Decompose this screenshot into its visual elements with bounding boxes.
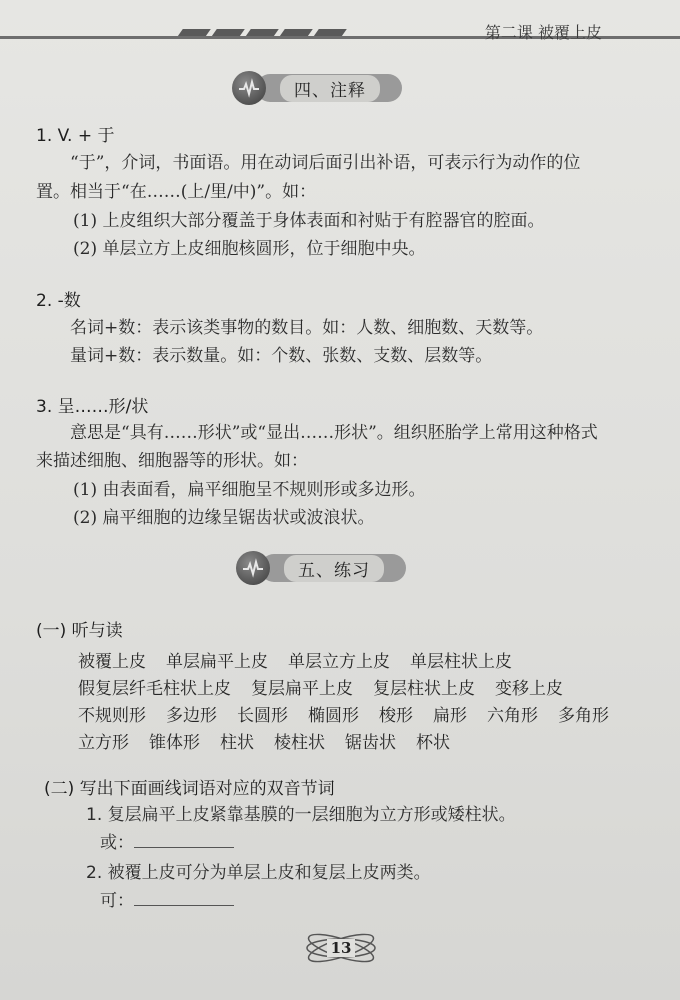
heartbeat-icon	[236, 551, 270, 585]
vocab-word: 被覆上皮	[78, 652, 146, 672]
note-2-line: 量词+数：表示数量。如：个数、张数、支数、层数等。	[70, 346, 493, 366]
note-3-heading: 3. 呈……形/状	[36, 397, 149, 417]
answer-line	[100, 832, 234, 854]
exercise-2-question: 1. 复层扁平上皮紧靠基膜的一层细胞为立方形或矮柱状。	[86, 805, 516, 825]
note-1-example: (2) 单层立方上皮细胞核圆形，位于细胞中央。	[73, 239, 426, 259]
note-1-line: 置。相当于“在……(上/里/中)”。如：	[36, 182, 317, 202]
exercise-2-question: 2. 被覆上皮可分为单层上皮和复层上皮两类。	[86, 863, 431, 883]
page-number-badge	[301, 928, 381, 968]
vocab-word: 杯状	[416, 733, 450, 753]
vocab-word: 单层立方上皮	[288, 652, 390, 672]
answer-blank[interactable]	[134, 891, 234, 906]
vocab-word: 柱状	[220, 733, 254, 753]
vocab-word: 锯齿状	[345, 733, 396, 753]
section-title-notes: 四、注释	[280, 75, 380, 102]
exercise-2-heading: (二) 写出下面画线词语对应的双音节词	[44, 779, 335, 799]
note-3-example: (1) 由表面看，扁平细胞呈不规则形或多边形。	[73, 480, 426, 500]
vocab-word: 复层扁平上皮	[251, 679, 353, 699]
section-title-exercises: 五、练习	[284, 555, 384, 582]
note-3-line: 意思是“具有……形状”或“显出……形状”。组织胚胎学上常用这种格式	[70, 423, 598, 443]
page-number: 13	[327, 939, 356, 957]
word-row	[78, 674, 583, 699]
vocab-word: 梭形	[379, 706, 413, 726]
section-banner-exercises	[236, 551, 406, 585]
chapter-title: 第二课 被覆上皮	[484, 23, 602, 42]
section-banner-notes	[232, 71, 402, 105]
vocab-word: 不规则形	[78, 706, 146, 726]
vocab-word: 复层柱状上皮	[373, 679, 475, 699]
answer-prefix: 或：	[100, 833, 134, 853]
word-row	[78, 728, 470, 753]
note-1-line: “于”，介词，书面语。用在动词后面引出补语，可表示行为动作的位	[70, 153, 581, 173]
answer-blank[interactable]	[134, 833, 234, 848]
vocab-word: 多边形	[166, 706, 217, 726]
note-3-example: (2) 扁平细胞的边缘呈锯齿状或波浪状。	[73, 508, 375, 528]
vocab-word: 假复层纤毛柱状上皮	[78, 679, 231, 699]
vocab-word: 扁形	[433, 706, 467, 726]
vocab-word: 多角形	[558, 706, 609, 726]
vocab-word: 长圆形	[237, 706, 288, 726]
vocab-word: 立方形	[78, 733, 129, 753]
vocab-word: 锥体形	[149, 733, 200, 753]
answer-line	[100, 890, 234, 912]
vocab-word: 六角形	[487, 706, 538, 726]
note-2-line: 名词+数：表示该类事物的数目。如：人数、细胞数、天数等。	[70, 318, 544, 338]
note-1-example: (1) 上皮组织大部分覆盖于身体表面和衬贴于有腔器官的腔面。	[73, 211, 545, 231]
heartbeat-icon	[232, 71, 266, 105]
note-2-heading: 2. -数	[36, 291, 81, 311]
note-3-line: 来描述细胞、细胞器等的形状。如：	[36, 451, 308, 471]
word-row	[78, 701, 629, 726]
note-1-heading: 1. V. + 于	[36, 126, 115, 146]
exercise-1-heading: (一) 听与读	[36, 621, 123, 641]
vocab-word: 单层扁平上皮	[166, 652, 268, 672]
vocab-word: 变移上皮	[495, 679, 563, 699]
vocab-word: 棱柱状	[274, 733, 325, 753]
vocab-word: 单层柱状上皮	[410, 652, 512, 672]
vocab-word: 椭圆形	[308, 706, 359, 726]
word-row	[78, 647, 532, 672]
answer-prefix: 可：	[100, 891, 134, 911]
